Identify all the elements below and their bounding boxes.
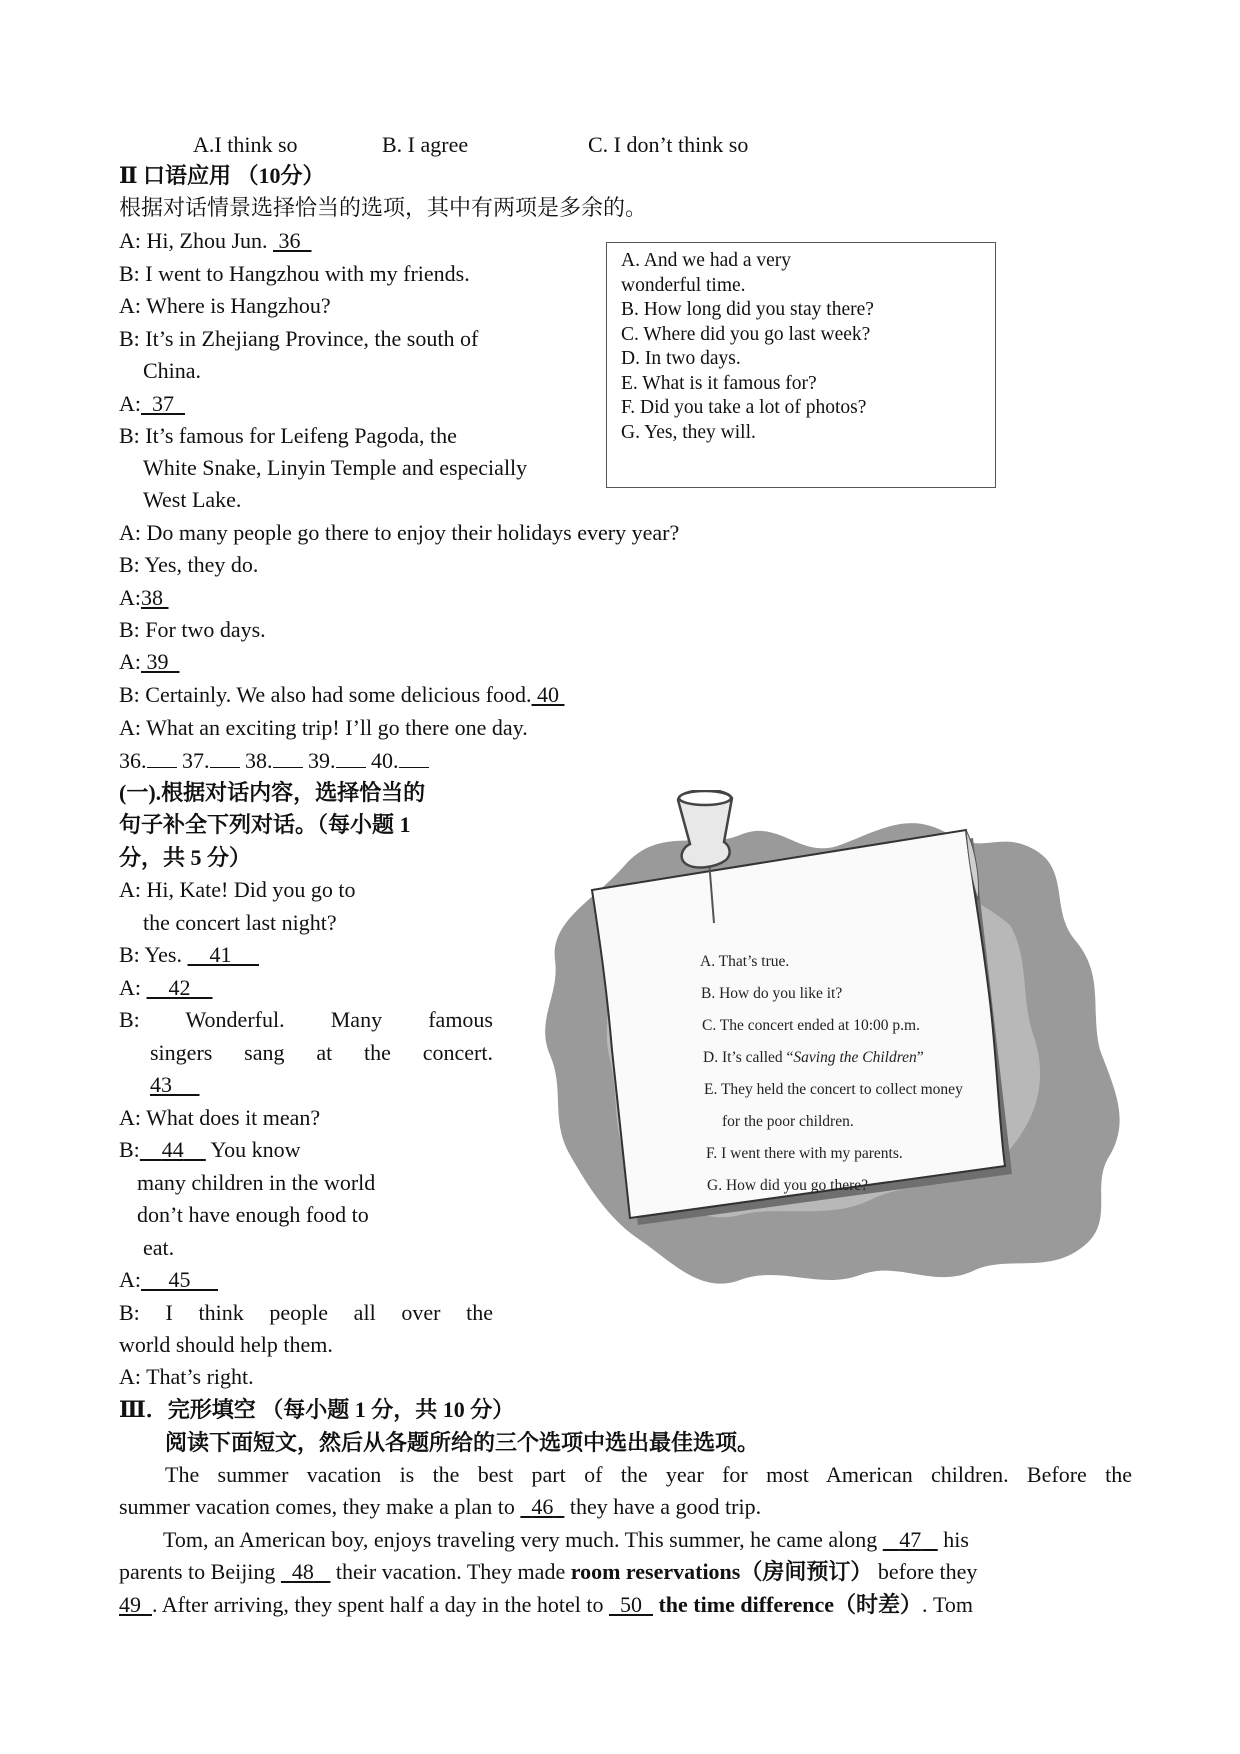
note-option-e: E. They held the concert to collect money — [704, 1081, 963, 1098]
blank-36: 36 — [278, 228, 301, 253]
dialog-line: China. — [143, 358, 202, 383]
dialog-line: B: Certainly. We also had some delicious food. 40 — [119, 680, 565, 710]
dialog-line: B: It’s in Zhejiang Province, the south of — [119, 326, 479, 351]
blank-45: 45 — [168, 1267, 191, 1292]
dialog-line: A: Hi, Zhou Jun. 36 — [119, 226, 312, 256]
option-d: D. In two days. — [621, 348, 741, 369]
option-a: A. And we had a very — [621, 250, 792, 271]
dialog-line: White Snake, Linyin Temple and especially — [143, 455, 528, 480]
blank-50: 50 — [619, 1592, 642, 1617]
dialog-line: many children in the world — [137, 1170, 376, 1195]
option-f: F. Did you take a lot of photos? — [621, 397, 867, 418]
dialog-line: B: Wonderful. Many famous — [119, 1007, 493, 1032]
blank-46: 46 — [531, 1494, 554, 1519]
answer-blank[interactable] — [336, 745, 366, 768]
blank-42: 42 — [168, 975, 191, 1000]
section3-heading: Ⅲ．完形填空 （每小题 1 分，共 10 分） — [119, 1397, 515, 1422]
dialog-line: A: 39 — [119, 647, 180, 677]
answer-blank[interactable] — [147, 745, 177, 768]
top-option-c: C. I don’t think so — [588, 132, 749, 157]
answer-blank[interactable] — [399, 745, 429, 768]
answer-row: 36. 37. 38. 39. 40. — [119, 745, 429, 776]
passage-line: parents to Beijing 48 their vacation. They made room reservations（房间预订） before they — [119, 1559, 978, 1584]
note-option-g: G. How did you go there? — [707, 1177, 868, 1194]
option-g: G. Yes, they will. — [621, 421, 756, 443]
blank-41: 41 — [209, 942, 232, 967]
option-c: C. Where did you go last week? — [621, 323, 871, 345]
section-one-heading-2: 句子补全下列对话。（每小题 1 — [119, 812, 411, 837]
section2-options-box — [606, 242, 996, 488]
blank-40: 40 — [537, 682, 559, 707]
option-a-cont: wonderful time. — [621, 274, 746, 296]
dialog-line: B: 44 You know — [119, 1137, 301, 1162]
section2-instruction: 根据对话情景选择恰当的选项，其中有两项是多余的。 — [119, 195, 648, 220]
option-b: B. How long did you stay there? — [621, 299, 874, 320]
note-option-a: A. That’s true. — [700, 953, 790, 970]
option-e: E. What is it famous for? — [621, 372, 817, 394]
dialog-line: eat. — [143, 1235, 175, 1260]
passage-line: The summer vacation is the best part of the year for most American children. Before the — [165, 1462, 1132, 1487]
blank-38: 38 — [141, 585, 163, 610]
note-option-c: C. The concert ended at 10:00 p.m. — [702, 1017, 920, 1034]
answer-blank[interactable] — [273, 745, 303, 768]
dialog-line: don’t have enough food to — [137, 1202, 369, 1227]
dialog-line — [150, 1070, 200, 1100]
dialog-line: A: What does it mean? — [119, 1105, 321, 1130]
passage-line: summer vacation comes, they make a plan to 46 they have a good trip. — [119, 1494, 762, 1519]
blank-47: 47 — [899, 1527, 922, 1552]
section2-heading: Ⅱ 口语应用 （10分） — [119, 163, 325, 188]
dialog-line: B: Yes. 41 — [119, 940, 259, 970]
dialog-line: B: I went to Hangzhou with my friends. — [119, 261, 470, 286]
note-option-e-cont: for the poor children. — [722, 1113, 854, 1130]
dialog-line: A: What an exciting trip! I’ll go there one day. — [119, 715, 528, 740]
dialog-line: B: It’s famous for Leifeng Pagoda, the — [119, 423, 457, 448]
dialog-line: world should help them. — [119, 1332, 333, 1357]
answer-blank[interactable] — [210, 745, 240, 768]
dialog-line: A: 37 — [119, 389, 185, 419]
section-one-heading-1: (一).根据对话内容，选择恰当的 — [119, 780, 426, 805]
note-options-list — [700, 946, 963, 1202]
dialog-line: A: Do many people go there to enjoy their holidays every year? — [119, 520, 680, 545]
passage-line: Tom, an American boy, enjoys traveling very much. This summer, he came along 47 his — [163, 1527, 969, 1552]
note-option-b: B. How do you like it? — [701, 985, 843, 1002]
dialog-line: A: That’s right. — [119, 1364, 254, 1389]
top-option-b: B. I agree — [382, 132, 469, 157]
dialog-line: B: I think people all over the — [119, 1300, 493, 1325]
dialog-line: A: 42 — [119, 973, 213, 1003]
passage-line: 49 . After arriving, they spent half a day in the hotel to 50 the time difference（时差）. Tom — [119, 1592, 974, 1617]
dialog-line: A: Hi, Kate! Did you go to — [119, 877, 356, 902]
dialog-line: the concert last night? — [143, 910, 337, 935]
blank-39: 39 — [146, 649, 169, 674]
dialog-line: B: For two days. — [119, 617, 266, 642]
blank-37: 37 — [152, 391, 174, 416]
dialog-line: A: Where is Hangzhou? — [119, 293, 331, 318]
note-option-f: F. I went there with my parents. — [706, 1145, 903, 1162]
top-option-a: A.I think so — [193, 132, 298, 157]
section3-instruction: 阅读下面短文，然后从各题所给的三个选项中选出最佳选项。 — [165, 1430, 760, 1455]
blank-44: 44 — [161, 1137, 184, 1162]
section-one-heading-3: 分，共 5 分） — [119, 845, 252, 870]
blank-43: 43 — [150, 1072, 172, 1097]
dialog-line: A: 45 — [119, 1265, 218, 1295]
dialog-line: A:38 — [119, 583, 169, 613]
blank-48: 48 — [291, 1559, 314, 1584]
dialog-line: B: Yes, they do. — [119, 552, 259, 577]
note-option-d: D. It’s called “Saving the Children” — [703, 1049, 924, 1066]
blank-49: 49 — [119, 1592, 141, 1617]
dialog-line: singers sang at the concert. — [150, 1040, 493, 1065]
dialog-line: West Lake. — [143, 487, 242, 512]
